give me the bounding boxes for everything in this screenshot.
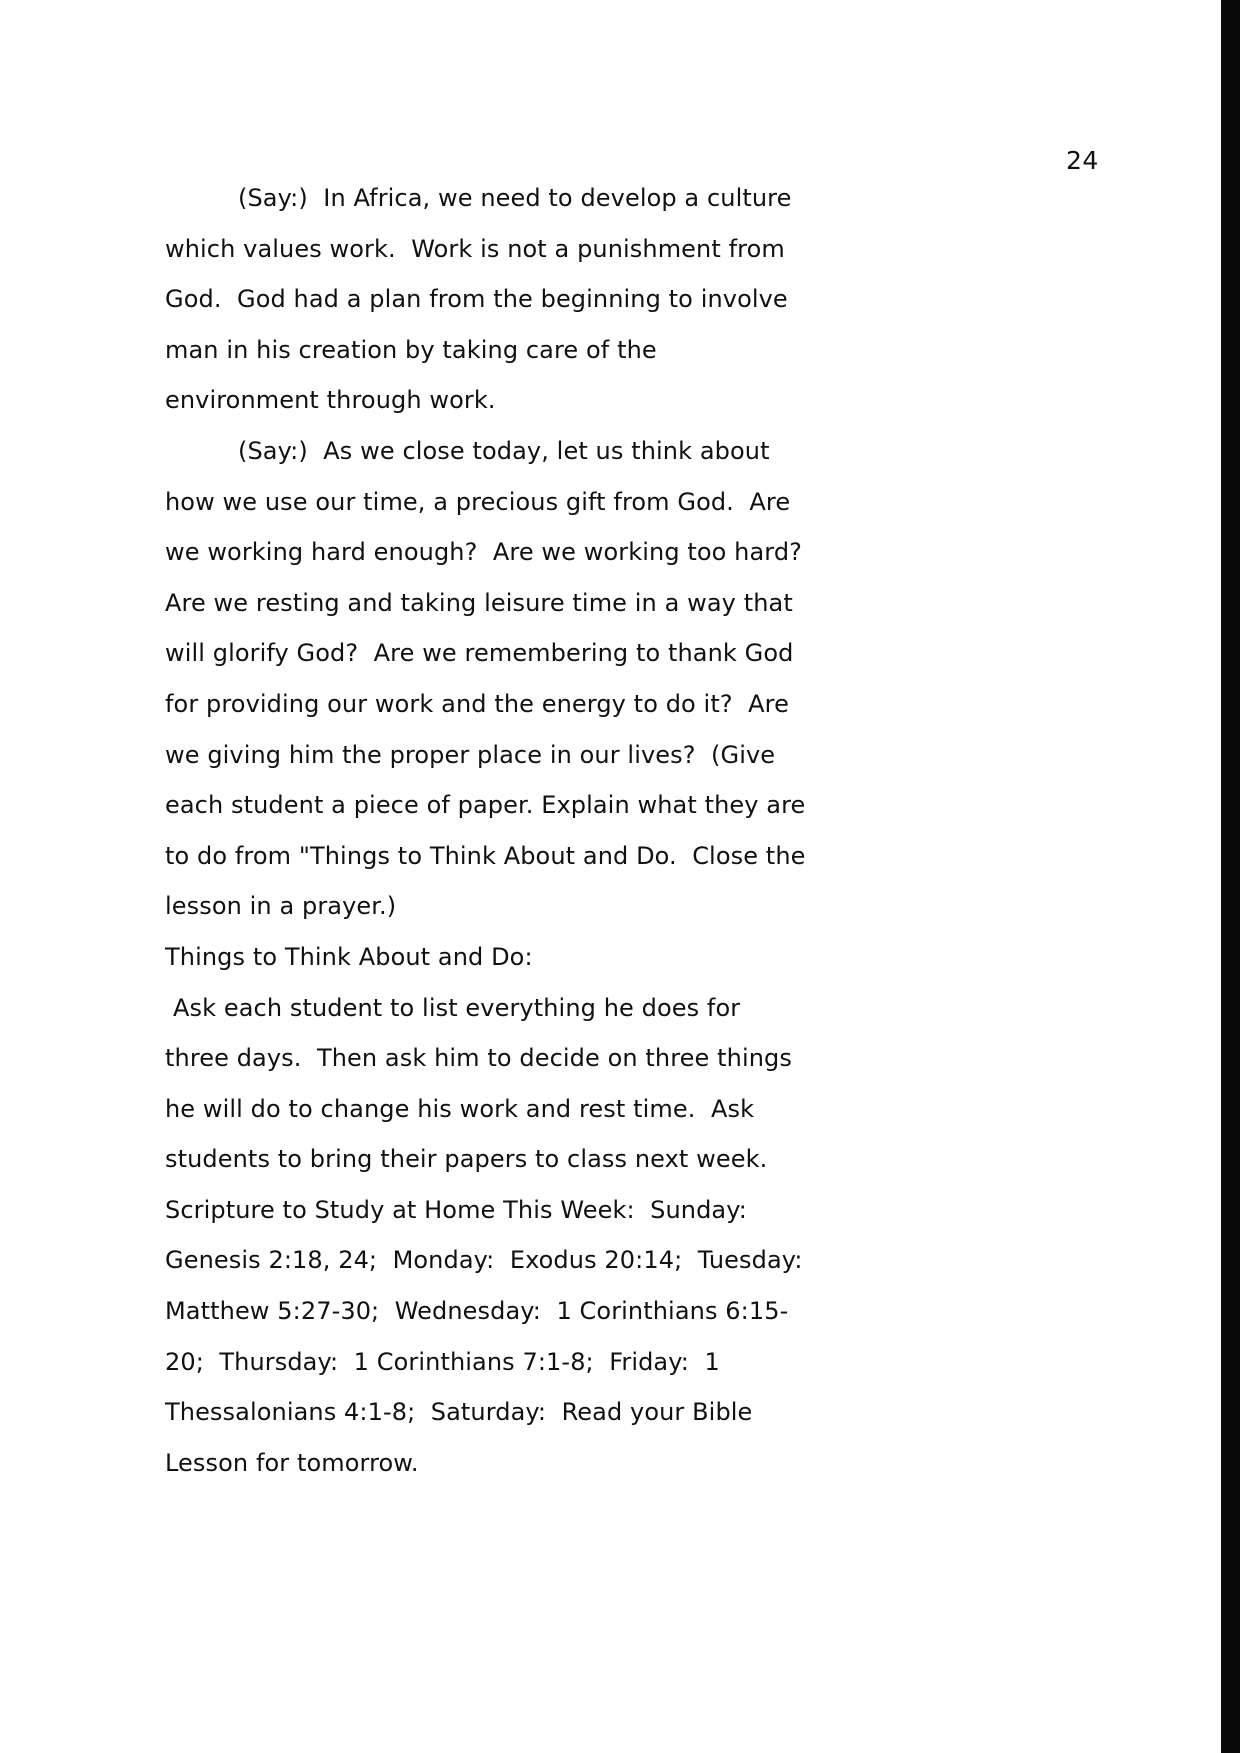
- text-line: (Say:) As we close today, let us think about: [238, 436, 770, 465]
- text-line: God. God had a plan from the beginning to involve: [165, 285, 788, 314]
- text-line: which values work. Work is not a punishment from: [165, 234, 785, 263]
- text-line: he will do to change his work and rest time. Ask: [165, 1094, 755, 1123]
- text-line: Matthew 5:27-30; Wednesday: 1 Corinthians 6:15-: [165, 1297, 789, 1326]
- text-line: will glorify God? Are we remembering to thank God: [165, 639, 794, 668]
- text-line: man in his creation by taking care of the: [165, 335, 657, 364]
- text-line: (Say:) In Africa, we need to develop a culture: [238, 184, 792, 212]
- section-heading: Things to Think About and Do:: [165, 942, 533, 971]
- text-line: to do from "Things to Think About and Do. Close the: [165, 841, 806, 870]
- scan-page-edge: [1221, 0, 1240, 1753]
- text-line: Genesis 2:18, 24; Monday: Exodus 20:14; Tuesday:: [165, 1246, 803, 1275]
- text-line: Are we resting and taking leisure time in a way that: [165, 588, 793, 617]
- text-line: lesson in a prayer.): [165, 892, 397, 921]
- text-line: Thessalonians 4:1-8; Saturday: Read your Bible: [165, 1398, 753, 1427]
- text-line: three days. Then ask him to decide on three things: [165, 1044, 792, 1073]
- text-line: how we use our time, a precious gift from God. Are: [165, 487, 791, 516]
- text-line: we giving him the proper place in our lives? (Give: [165, 740, 776, 769]
- page-number: 24: [1066, 146, 1099, 175]
- lesson-text: [165, 180, 806, 1495]
- text-line: for providing our work and the energy to do it? Are: [165, 689, 789, 718]
- text-line: we working hard enough? Are we working too hard?: [165, 538, 803, 567]
- text-line: each student a piece of paper. Explain what they are: [165, 791, 806, 820]
- text-line: Scripture to Study at Home This Week: Sunday:: [165, 1195, 747, 1224]
- text-line: Ask each student to list everything he does for: [173, 993, 741, 1022]
- text-line: Lesson for tomorrow.: [165, 1448, 419, 1477]
- text-line: environment through work.: [165, 386, 496, 415]
- text-line: students to bring their papers to class next week.: [165, 1145, 768, 1174]
- text-line: 20; Thursday: 1 Corinthians 7:1-8; Friday: 1: [165, 1347, 720, 1376]
